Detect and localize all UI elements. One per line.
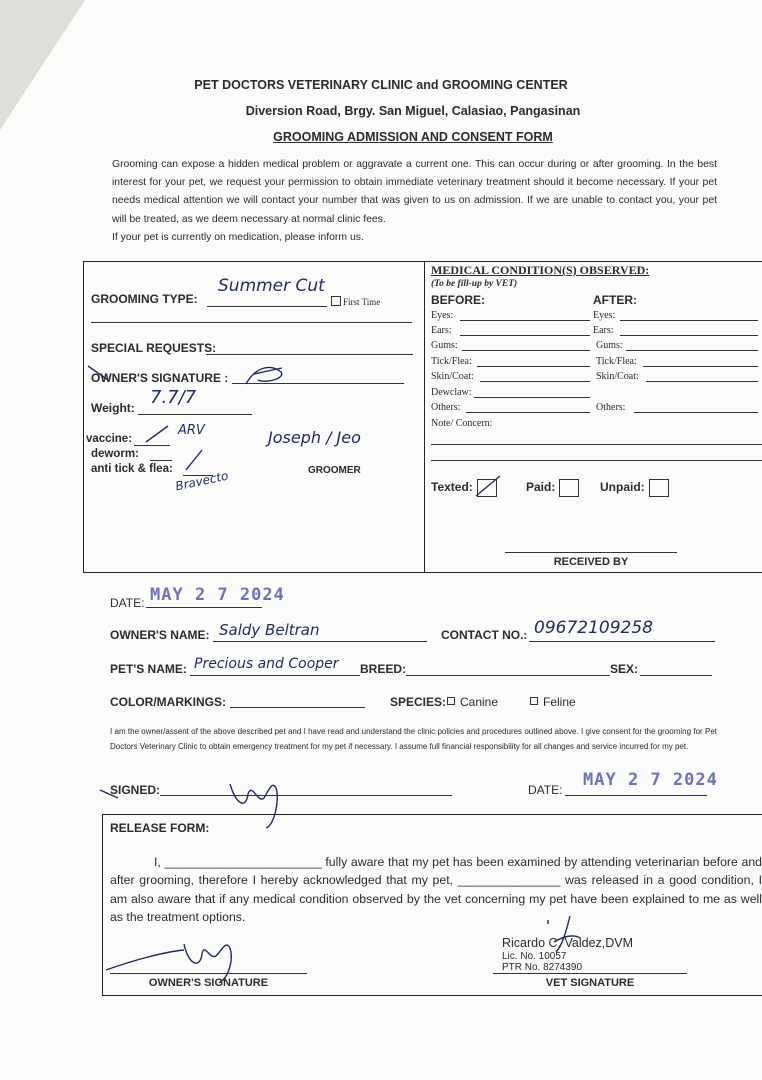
texted-checkmark [474, 474, 502, 500]
feline-option[interactable] [530, 695, 576, 709]
owner-name-line [213, 641, 427, 642]
canine-option[interactable] [447, 695, 498, 709]
unpaid-label: Unpaid: [600, 480, 645, 495]
signed-date-stamp: MAY 2 7 2024 [583, 770, 718, 790]
before-eyes-label: Eyes: [431, 310, 454, 321]
before-tickflea-line[interactable] [477, 366, 590, 367]
release-title: RELEASE FORM: [110, 821, 210, 835]
vet-signature-mark [540, 912, 600, 972]
checkmarks [140, 424, 220, 474]
form-title: GROOMING ADMISSION AND CONSENT FORM [273, 130, 553, 144]
after-gums-label: Gums: [596, 340, 623, 351]
after-label: AFTER: [593, 293, 637, 307]
canine-checkbox[interactable] [447, 697, 455, 705]
received-by-line[interactable] [505, 552, 677, 553]
signed-date-label: DATE: [528, 783, 563, 797]
weight-line [138, 414, 252, 415]
before-others-line[interactable] [466, 412, 590, 413]
after-gums-line[interactable] [626, 350, 758, 351]
after-eyes-label: Eyes: [593, 310, 616, 321]
after-skincoat-line[interactable] [646, 381, 758, 382]
before-ears-label: Ears: [431, 325, 452, 336]
consent-paragraph: I am the owner/assent of the above described pet and I have read and understand the clinic policies and procedures outlined above. I give consent for the grooming for Pet Doctors Veterinary Clinic to obtain emergency treatment for my pet if necessary. I assume full financial responsibility for all changes and service incurred for my pet. [110, 727, 717, 751]
first-time-label: First Time [343, 297, 381, 307]
medical-title: MEDICAL CONDITION(S) OBSERVED: [431, 263, 650, 277]
before-skincoat-label: Skin/Coat: [431, 371, 474, 382]
first-time-checkbox[interactable] [331, 296, 341, 306]
texted-checkbox[interactable] [477, 479, 497, 497]
owner-signature-label: OWNER'S SIGNATURE : [91, 371, 229, 385]
after-tickflea-label: Tick/Flea: [596, 356, 637, 367]
unpaid-option[interactable] [600, 479, 669, 497]
before-eyes-line[interactable] [460, 320, 590, 321]
intro-text: Grooming can expose a hidden medical problem or aggravate a current one. This can occur during or after grooming. In the best interest for your pet, we request your permission to obtain immediate veterinary treatment should it become necessary. If your pet needs medical attention we will contact your number that was given to us on admission. If we are unable to contact you, your pet will be treated, as we deem necessary at normal clinic fees. [112, 159, 717, 225]
feline-checkbox[interactable] [530, 697, 538, 705]
special-requests-line [206, 354, 413, 355]
vet-license: Lic. No. 10057 [502, 951, 567, 962]
note-label: Note/ Concern: [431, 418, 493, 429]
contact-line [529, 641, 715, 642]
medical-subtitle: (To be fill-up by VET) [431, 279, 518, 289]
after-ears-line[interactable] [620, 335, 758, 336]
box-divider [424, 262, 425, 572]
release-owner-signature-label: OWNER'S SIGNATURE [148, 977, 269, 989]
before-skincoat-line[interactable] [480, 381, 590, 382]
weight-label: Weight: [91, 401, 135, 415]
paid-option[interactable] [526, 479, 579, 497]
vet-signature-label: VET SIGNATURE [545, 977, 635, 989]
texted-option[interactable] [431, 479, 497, 497]
note-line-2[interactable] [431, 460, 762, 461]
before-ears-line[interactable] [460, 335, 590, 336]
before-dewclaw-label: Dewclaw: [431, 387, 472, 398]
vaccine-value[interactable]: ARV [178, 423, 205, 438]
grooming-box [83, 261, 762, 573]
first-time-option[interactable] [331, 296, 380, 307]
texted-label: Texted: [431, 480, 473, 495]
pet-name-value[interactable]: Precious and Cooper [194, 656, 339, 672]
color-line[interactable] [230, 707, 365, 708]
before-others-label: Others: [431, 402, 461, 413]
sex-label: SEX: [610, 662, 639, 676]
groomer-label: GROOMER [308, 465, 361, 476]
after-ears-label: Ears: [593, 325, 614, 336]
owner-signature-mark [86, 360, 306, 390]
date-label: DATE: [110, 596, 145, 610]
before-gums-line[interactable] [462, 350, 590, 351]
antitick-label: anti tick & flea: [91, 463, 173, 475]
release-body [110, 853, 762, 927]
before-tickflea-label: Tick/Flea: [431, 356, 472, 367]
vet-signature-line[interactable] [493, 973, 687, 974]
sex-line[interactable] [640, 675, 712, 676]
received-by-label: RECEIVED BY [553, 556, 629, 568]
vet-ptr: PTR No. 8274390 [502, 962, 583, 973]
signed-date-line [565, 795, 707, 796]
grooming-type-label: GROOMING TYPE: [91, 292, 198, 306]
breed-line[interactable] [406, 675, 610, 676]
groomer-value[interactable]: Joseph / Jeo [268, 428, 361, 447]
grooming-type-line [207, 306, 327, 307]
pet-name-label: PET'S NAME: [110, 662, 187, 676]
unpaid-checkbox[interactable] [649, 479, 669, 497]
grooming-type-line-2 [91, 322, 412, 323]
feline-label: Feline [543, 695, 576, 709]
grooming-type-value[interactable]: Summer Cut [218, 276, 325, 296]
owner-name-label: OWNER'S NAME: [110, 628, 210, 642]
intro-last-line: If your pet is currently on medication, please inform us. [112, 231, 364, 243]
antitick-value[interactable]: Bravecto [174, 468, 230, 494]
owner-name-value[interactable]: Saldy Beltran [219, 621, 320, 639]
clinic-address: Diversion Road, Brgy. San Miguel, Calasiao, Pangasinan [245, 104, 581, 118]
signed-label: SIGNED: [110, 783, 161, 797]
contact-value[interactable]: 09672109258 [534, 618, 653, 638]
before-dewclaw-line[interactable] [474, 397, 590, 398]
after-others-line[interactable] [634, 412, 758, 413]
release-text: I, _______________________ fully aware that my pet has been examined by attending veterinarian before and after grooming, therefore I hereby acknowledged that my pet, _______________ was released in a good condition, I am also aware that if any medical condition observed by the vet concerning my pet have been explained to me as well as the treatment options. [110, 855, 762, 925]
deworm-label: deworm: [91, 448, 139, 460]
weight-value[interactable]: 7.7/7 [150, 387, 197, 408]
pet-name-line [190, 675, 360, 676]
before-label: BEFORE: [431, 293, 485, 307]
paid-label: Paid: [526, 480, 556, 495]
clinic-name: PET DOCTORS VETERINARY CLINIC and GROOMING CENTER [194, 78, 568, 92]
before-gums-label: Gums: [431, 340, 458, 351]
vaccine-label: vaccine: [86, 433, 133, 445]
after-eyes-line[interactable] [620, 320, 758, 321]
after-tickflea-line[interactable] [643, 366, 758, 367]
intro-paragraph [112, 156, 717, 247]
special-requests-label: SPECIAL REQUESTS: [91, 341, 217, 355]
species-label: SPECIES: [390, 695, 447, 709]
date-stamp: MAY 2 7 2024 [150, 585, 285, 605]
color-label: COLOR/MARKINGS: [110, 695, 226, 709]
contact-label: CONTACT NO.: [441, 628, 528, 642]
breed-label: BREED: [360, 662, 407, 676]
note-line-1[interactable] [431, 444, 762, 445]
vet-name: Ricardo C. Valdez,DVM [502, 936, 634, 950]
canine-label: Canine [460, 695, 499, 709]
date-line [146, 607, 262, 608]
after-others-label: Others: [596, 402, 626, 413]
after-skincoat-label: Skin/Coat: [596, 371, 639, 382]
paid-checkbox[interactable] [559, 479, 579, 497]
